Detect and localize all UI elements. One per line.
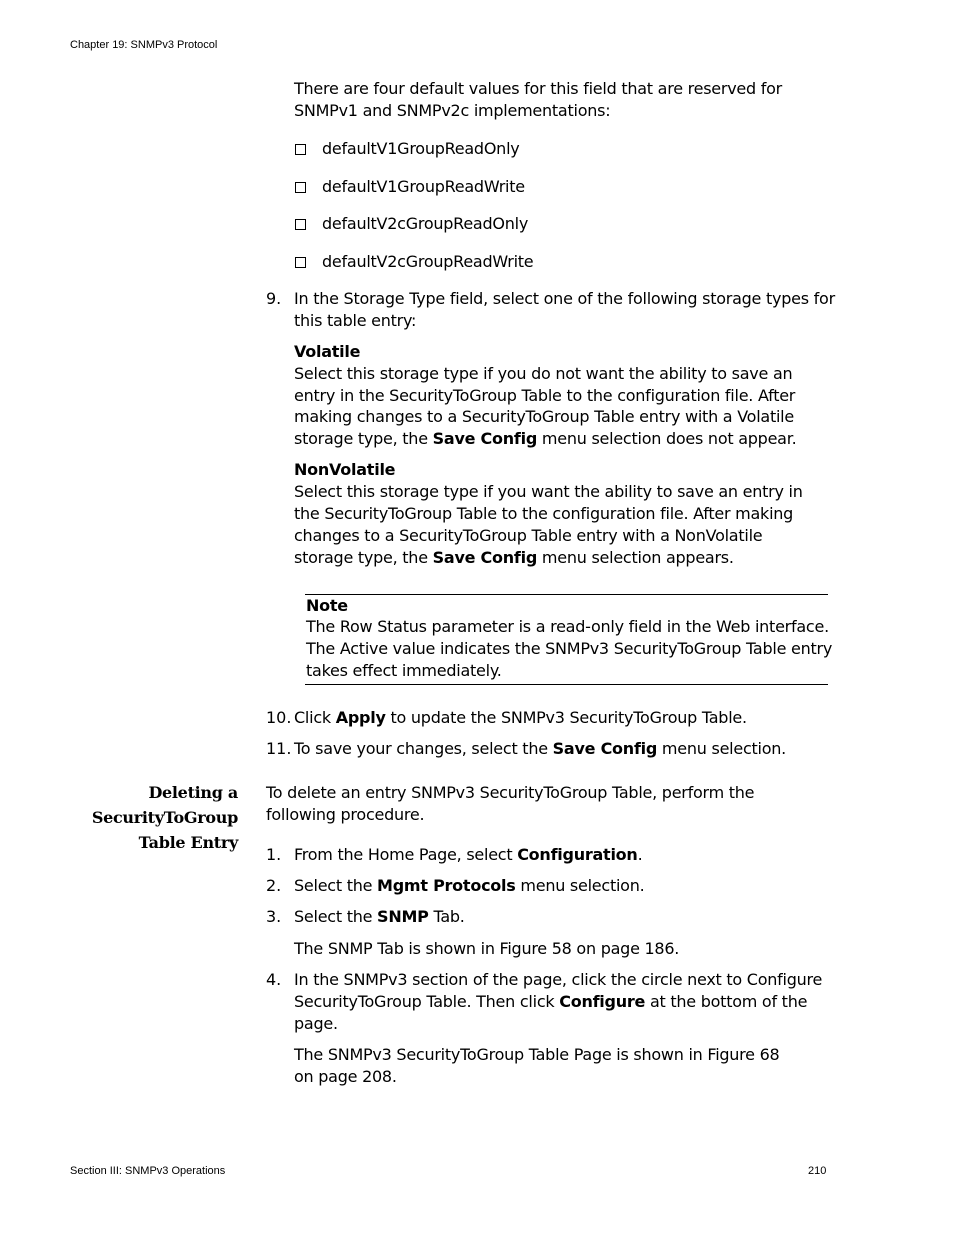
volatile-line-4: storage type, the Save Config menu selection does not appear. [294,429,797,448]
checkbox-bullet-icon [295,219,306,230]
step-9-line-2: this table entry: [294,311,417,330]
step-10-text: Click Apply to update the SNMPv3 SecurityToGroup Table. [294,708,747,727]
intro-line-1: There are four default values for this field that are reserved for [294,79,783,98]
delete-intro-line-1: To delete an entry SNMPv3 SecurityToGroup Table, perform the [266,783,755,802]
list-item: defaultV1GroupReadWrite [322,177,525,196]
note-top-rule [305,594,828,595]
step-11-number: 11. [266,739,292,758]
page-number: 210 [808,1165,827,1177]
step-10-number: 10. [266,708,292,727]
list-item: defaultV2cGroupReadOnly [322,214,529,233]
delete-step-1-text: From the Home Page, select Configuration. [294,845,643,864]
running-header: Chapter 19: SNMPv3 Protocol [70,39,218,51]
nonvolatile-heading: NonVolatile [294,460,396,479]
list-item: defaultV1GroupReadOnly [322,139,520,158]
delete-step-3-number: 3. [266,907,282,926]
nonvolatile-line-1: Select this storage type if you want the ability to save an entry in [294,482,803,501]
volatile-line-2: entry in the SecurityToGroup Table to the configuration file. After [294,386,796,405]
side-heading-line-1: Deleting a [148,783,238,802]
delete-step-4-note-line-1: The SNMPv3 SecurityToGroup Table Page is shown in Figure 68 [294,1045,780,1064]
note-line-1: The Row Status parameter is a read-only field in the Web interface. [306,617,829,636]
step-11-text: To save your changes, select the Save Config menu selection. [294,739,786,758]
delete-step-1-number: 1. [266,845,282,864]
volatile-line-1: Select this storage type if you do not want the ability to save an [294,364,793,383]
delete-step-4-note-line-2: on page 208. [294,1067,397,1086]
delete-step-4-line-2: SecurityToGroup Table. Then click Configure at the bottom of the [294,992,808,1011]
nonvolatile-line-4: storage type, the Save Config menu selection appears. [294,548,734,567]
list-item: defaultV2cGroupReadWrite [322,252,534,271]
note-heading: Note [306,596,348,615]
note-line-2: The Active value indicates the SNMPv3 SecurityToGroup Table entry [306,639,833,658]
volatile-heading: Volatile [294,342,361,361]
delete-step-4-number: 4. [266,970,282,989]
note-line-3: takes effect immediately. [306,661,502,680]
intro-line-2: SNMPv1 and SNMPv2c implementations: [294,101,611,120]
delete-step-3-note: The SNMP Tab is shown in Figure 58 on page 186. [294,939,680,958]
nonvolatile-line-3: changes to a SecurityToGroup Table entry with a NonVolatile [294,526,763,545]
step-9-line-1: In the Storage Type field, select one of the following storage types for [294,289,835,308]
side-heading-line-3: Table Entry [138,833,238,852]
checkbox-bullet-icon [295,257,306,268]
delete-intro-line-2: following procedure. [266,805,425,824]
delete-step-4-line-1: In the SNMPv3 section of the page, click the circle next to Configure [294,970,823,989]
delete-step-3-text: Select the SNMP Tab. [294,907,465,926]
checkbox-bullet-icon [295,144,306,155]
note-bottom-rule [305,684,828,685]
delete-step-4-line-3: page. [294,1014,338,1033]
running-footer-section: Section III: SNMPv3 Operations [70,1165,226,1177]
delete-step-2-text: Select the Mgmt Protocols menu selection. [294,876,645,895]
volatile-line-3: making changes to a SecurityToGroup Table entry with a Volatile [294,407,794,426]
step-9-number: 9. [266,289,282,308]
side-heading-line-2: SecurityToGroup [91,808,238,827]
nonvolatile-line-2: the SecurityToGroup Table to the configuration file. After making [294,504,794,523]
checkbox-bullet-icon [295,182,306,193]
delete-step-2-number: 2. [266,876,282,895]
